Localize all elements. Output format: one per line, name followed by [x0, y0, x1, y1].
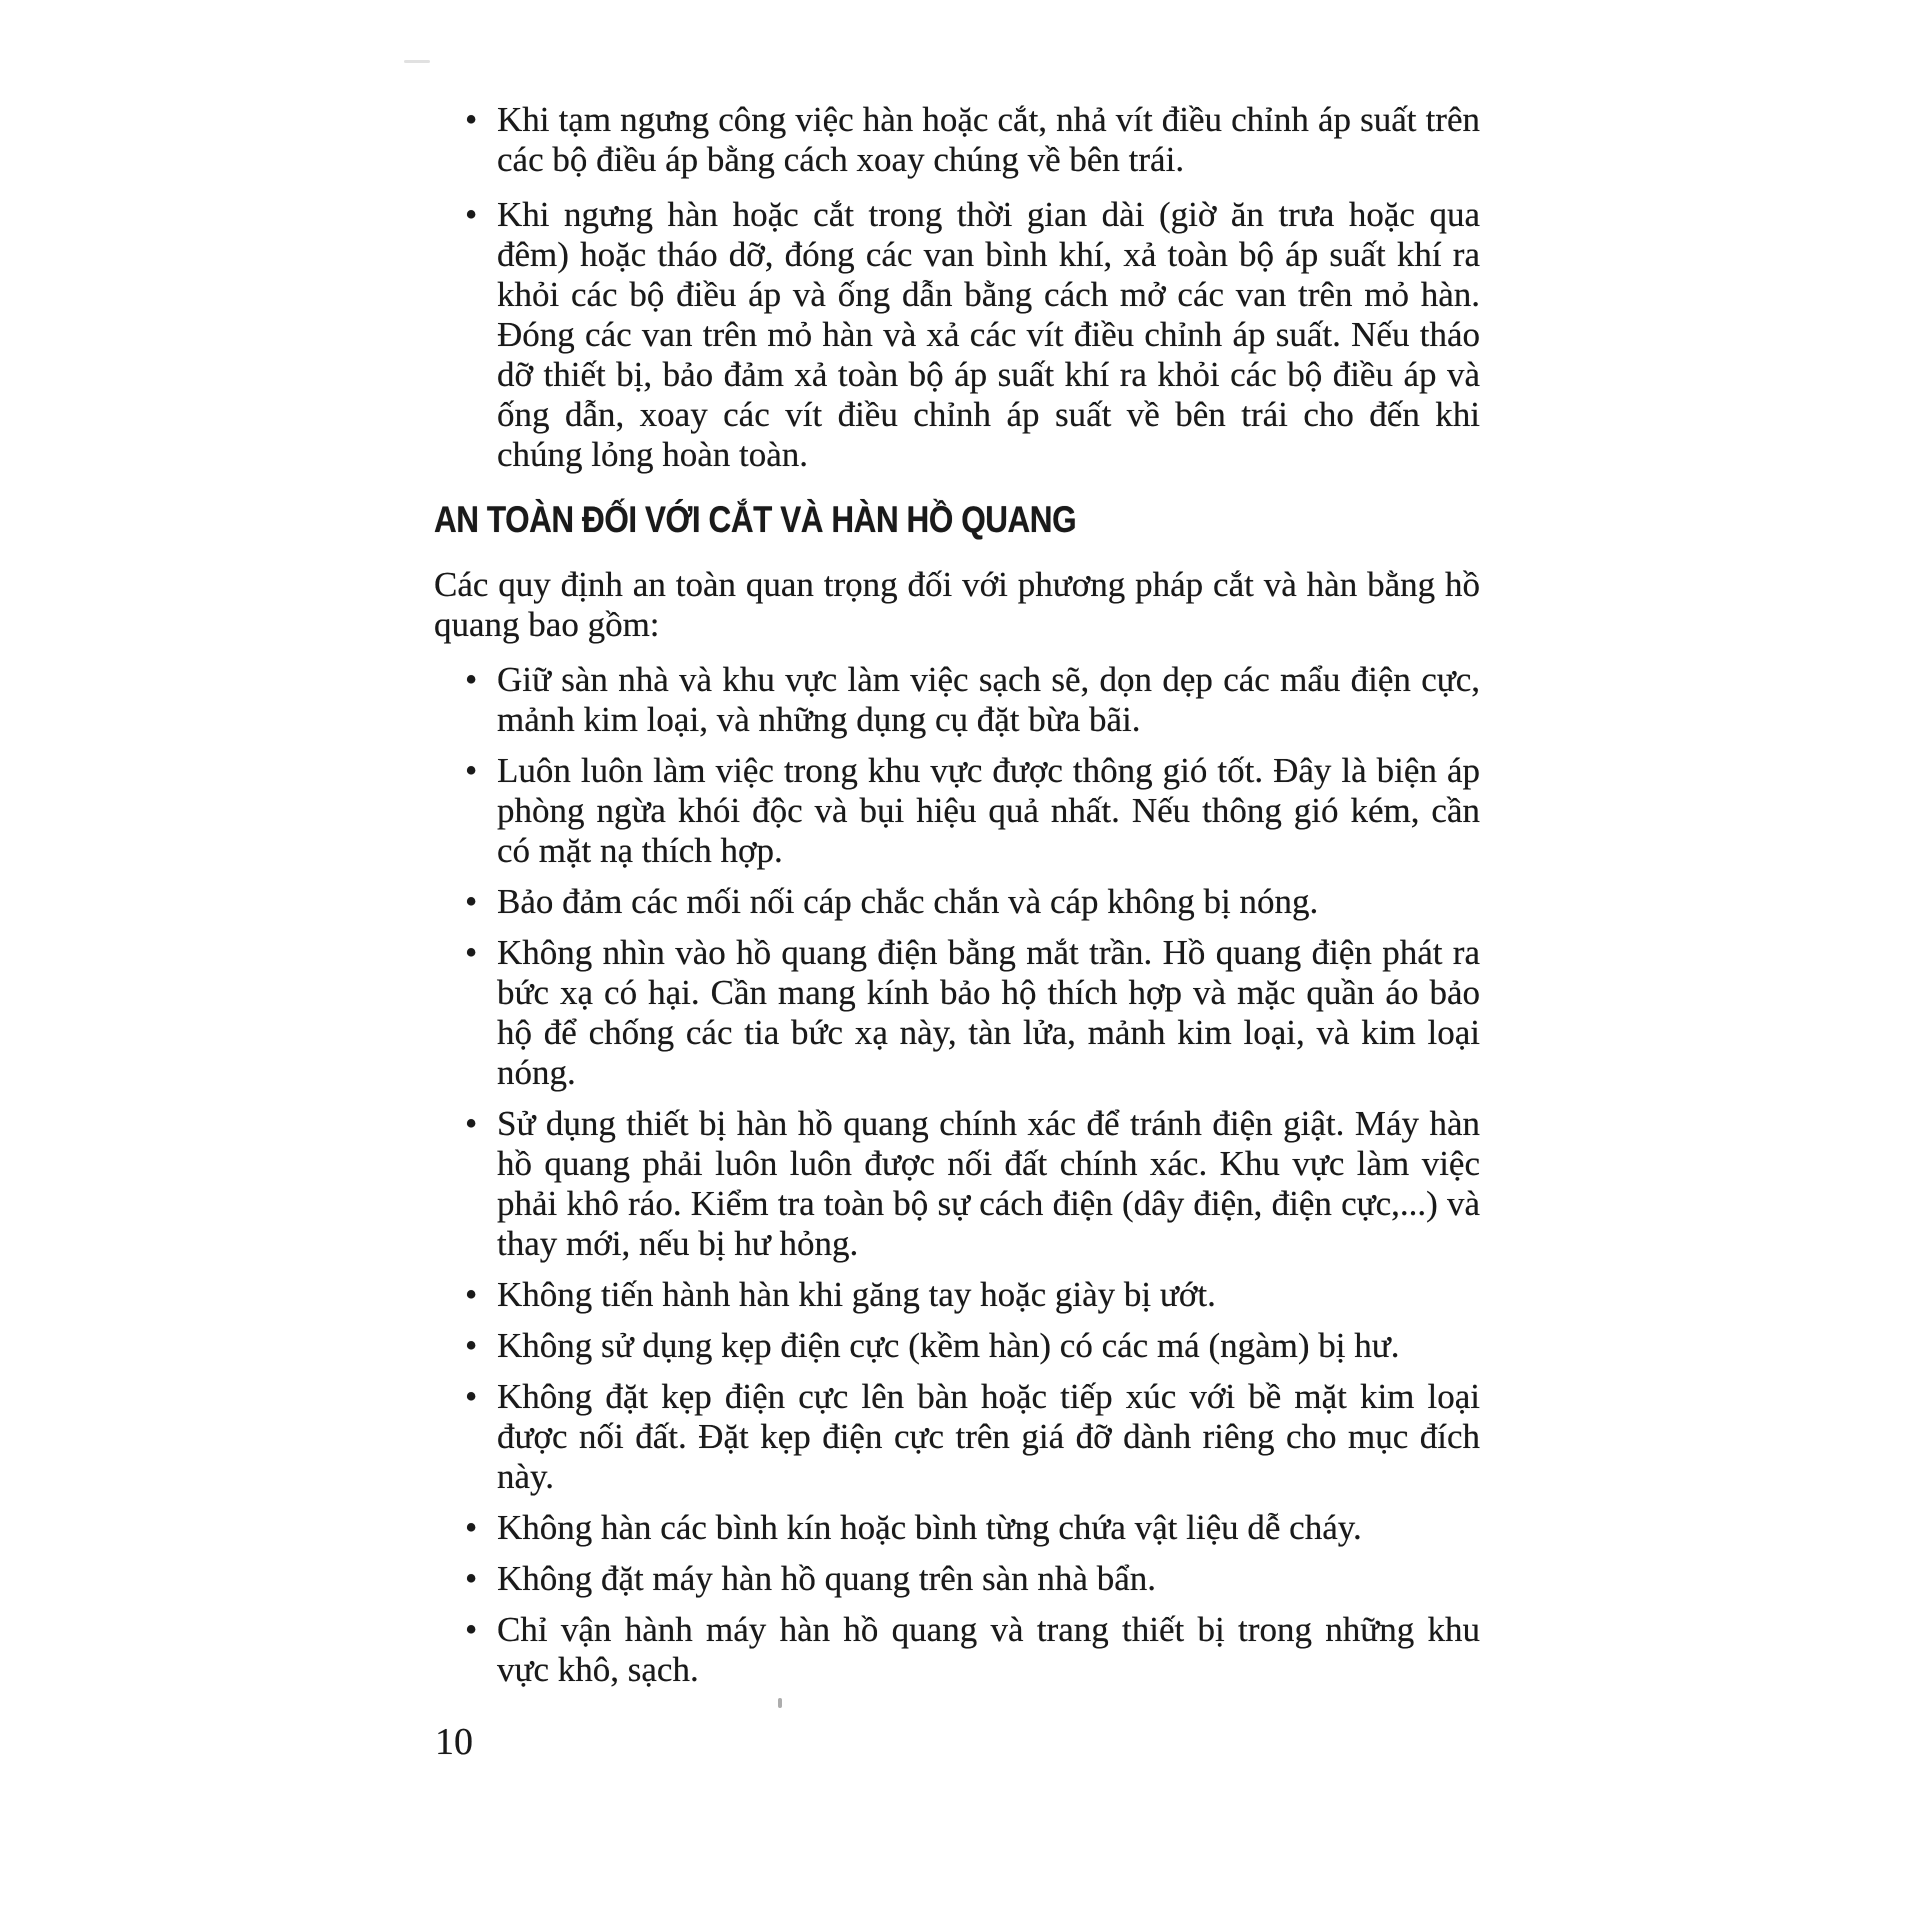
bullet-text: Khi ngưng hàn hoặc cắt trong thời gian dài (giờ ăn trưa hoặc qua đêm) hoặc tháo dỡ, đóng các van bình khí, xả toàn bộ áp suất khí ra khỏi các bộ điều áp và ống dẫn bằng cách mở các van trên mỏ hàn. Đóng các van trên mỏ hàn và xả các vít điều chỉnh áp suất. Nếu tháo dỡ thiết bị, bảo đảm xả toàn bộ áp suất khí ra khỏi các bộ điều áp và ống dẫn, xoay các vít điều chỉnh áp suất về bên trái cho đến khi chúng lỏng hoàn toàn. — [497, 195, 1480, 474]
bullet-item — [465, 1559, 1480, 1599]
section-lead: Các quy định an toàn quan trọng đối với phương pháp cắt và hàn bằng hồ quang bao gồm: — [434, 565, 1480, 644]
page-number: 10 — [435, 1721, 473, 1763]
bullet-icon: • — [465, 195, 478, 234]
bullet-item — [465, 1326, 1480, 1366]
bullet-item — [465, 1104, 1480, 1264]
bullet-text: Không hàn các bình kín hoặc bình từng chứa vật liệu dễ cháy. — [497, 1508, 1362, 1547]
bullet-icon: • — [465, 1104, 478, 1143]
bullet-item — [465, 882, 1480, 922]
bullet-text: Không sử dụng kẹp điện cực (kềm hàn) có các má (ngàm) bị hư. — [497, 1326, 1400, 1365]
scan-artifact — [778, 1698, 782, 1708]
bullet-item — [465, 660, 1480, 740]
bullet-item — [465, 1610, 1480, 1690]
bullet-icon: • — [465, 100, 478, 139]
bullet-icon: • — [465, 1275, 478, 1314]
bullet-item — [465, 1275, 1480, 1315]
section-heading: AN TOÀN ĐỐI VỚI CẮT VÀ HÀN HỒ QUANG — [434, 499, 1077, 540]
bullet-icon: • — [465, 751, 478, 790]
bullet-item — [465, 195, 1480, 475]
bullet-item — [465, 1377, 1480, 1497]
bullet-item — [465, 751, 1480, 871]
bullet-text: Chỉ vận hành máy hàn hồ quang và trang thiết bị trong những khu vực khô, sạch. — [497, 1610, 1480, 1689]
bullet-text: Bảo đảm các mối nối cáp chắc chắn và cáp không bị nóng. — [497, 882, 1319, 921]
bullet-text: Sử dụng thiết bị hàn hồ quang chính xác để tránh điện giật. Máy hàn hồ quang phải luôn luôn được nối đất chính xác. Khu vực làm việc phải khô ráo. Kiểm tra toàn bộ sự cách điện (dây điện, điện cực,...) và thay mới, nếu bị hư hỏng. — [497, 1104, 1480, 1263]
bullet-text: Giữ sàn nhà và khu vực làm việc sạch sẽ, dọn dẹp các mẩu điện cực, mảnh kim loại, và những dụng cụ đặt bừa bãi. — [497, 660, 1480, 739]
bullet-icon: • — [465, 1508, 478, 1547]
bullet-icon: • — [465, 1559, 478, 1598]
bullet-icon: • — [465, 882, 478, 921]
bullet-icon: • — [465, 1610, 478, 1649]
bullet-icon: • — [465, 1377, 478, 1416]
intro-bullet-list — [434, 100, 1480, 475]
bullet-text: Luôn luôn làm việc trong khu vực được thông gió tốt. Đây là biện áp phòng ngừa khói độc và bụi hiệu quả nhất. Nếu thông gió kém, cần có mặt nạ thích hợp. — [497, 751, 1480, 870]
bullet-text: Không nhìn vào hồ quang điện bằng mắt trần. Hồ quang điện phát ra bức xạ có hại. Cần mang kính bảo hộ thích hợp và mặc quần áo bảo hộ để chống các tia bức xạ này, tàn lửa, mảnh kim loại, và kim loại nóng. — [497, 933, 1480, 1092]
bullet-text: Khi tạm ngưng công việc hàn hoặc cắt, nhả vít điều chỉnh áp suất trên các bộ điều áp bằng cách xoay chúng về bên trái. — [497, 100, 1480, 179]
safety-bullet-list — [434, 660, 1480, 1690]
bullet-text: Không đặt máy hàn hồ quang trên sàn nhà bẩn. — [497, 1559, 1157, 1598]
scan-artifact — [404, 60, 430, 63]
bullet-text: Không đặt kẹp điện cực lên bàn hoặc tiếp xúc với bề mặt kim loại được nối đất. Đặt kẹp điện cực trên giá đỡ dành riêng cho mục đích này. — [497, 1377, 1480, 1496]
bullet-icon: • — [465, 1326, 478, 1365]
bullet-text: Không tiến hành hàn khi găng tay hoặc giày bị ướt. — [497, 1275, 1216, 1314]
bullet-icon: • — [465, 933, 478, 972]
bullet-item — [465, 1508, 1480, 1548]
bullet-item — [465, 933, 1480, 1093]
bullet-item — [465, 100, 1480, 180]
bullet-icon: • — [465, 660, 478, 699]
